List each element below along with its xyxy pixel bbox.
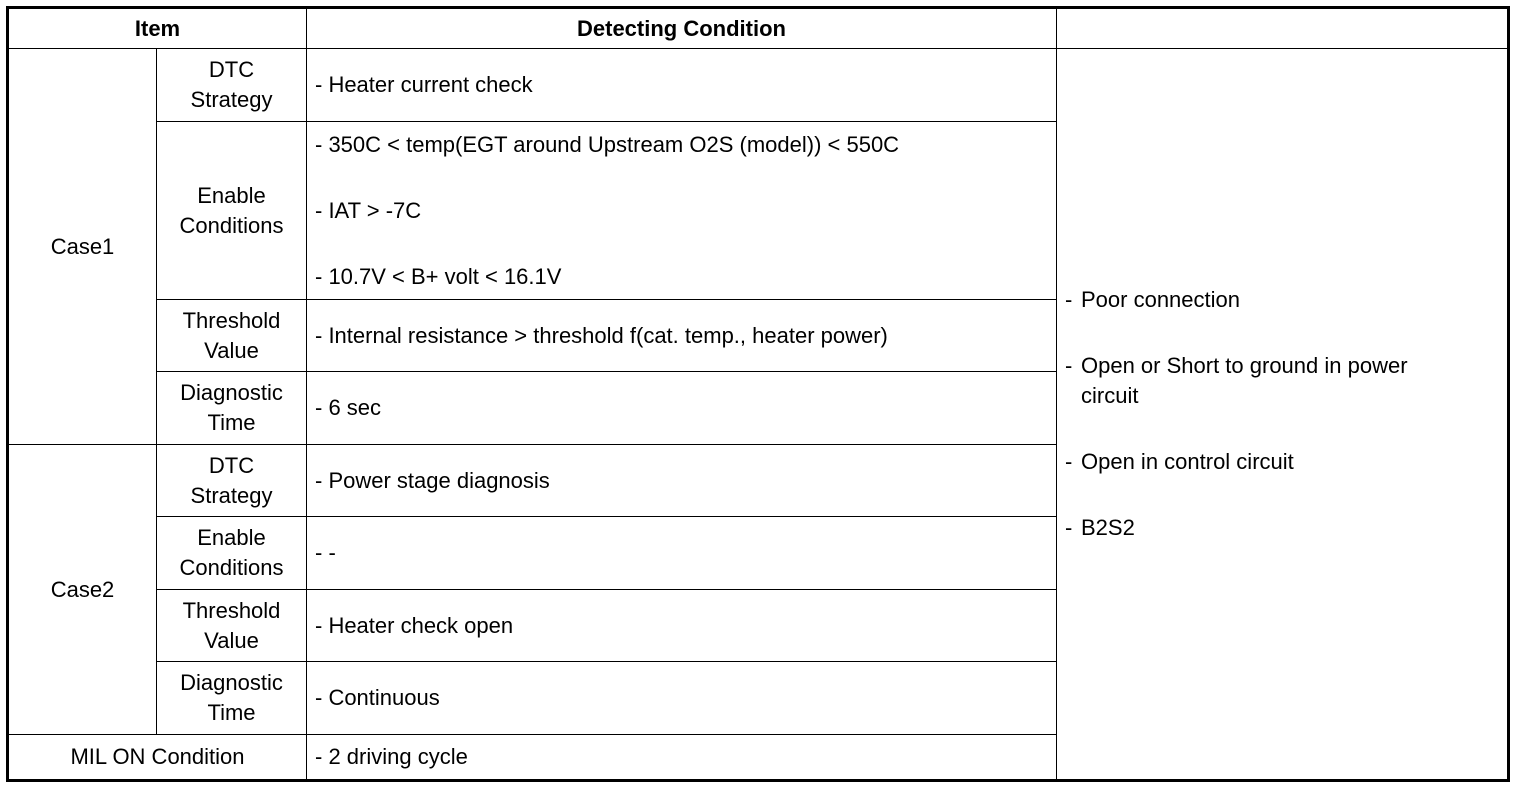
table-row: [8, 49, 1509, 122]
mil-on-condition-value: - 2 driving cycle: [307, 735, 1057, 781]
case1-threshold-label: [157, 300, 307, 372]
label-line: Time: [207, 700, 256, 725]
case1-diagnostic-time-value: - 6 sec: [307, 372, 1057, 445]
condition-line: - 350C < temp(EGT around Upstream O2S (model)) < 550C: [315, 131, 900, 157]
header-item: Item: [8, 8, 307, 49]
cause-text: circuit: [1081, 383, 1139, 408]
condition-line: - IAT > -7C: [315, 197, 422, 223]
case2-dtc-strategy-label: [157, 445, 307, 517]
case1-dtc-strategy-label: [157, 49, 307, 122]
cause-dash: -: [1065, 515, 1073, 540]
label-line: Enable: [197, 182, 266, 208]
cause-item: [1065, 285, 1497, 315]
label-line: Value: [204, 337, 259, 363]
cause-item: [1065, 351, 1497, 411]
label-line: DTC: [208, 57, 255, 82]
case2-dtc-strategy-value: - Power stage diagnosis: [307, 445, 1057, 517]
case1-diagnostic-time-label: [157, 372, 307, 445]
cause-dash: -: [1065, 449, 1073, 474]
case1-enable-conditions-value: [307, 122, 1057, 300]
case2-threshold-value: - Heater check open: [307, 590, 1057, 662]
label-line: Threshold: [182, 307, 281, 333]
possible-causes-cell: [1057, 49, 1509, 781]
label-line: Diagnostic: [180, 670, 283, 695]
case2-enable-conditions-value: - -: [307, 517, 1057, 590]
label-line: Threshold: [182, 597, 281, 623]
case1-enable-conditions-label: [157, 122, 307, 300]
label-line: Enable: [197, 525, 266, 550]
condition-line: - 10.7V < B+ volt < 16.1V: [315, 263, 562, 289]
case2-enable-conditions-label: [157, 517, 307, 590]
cause-text: Open in control circuit: [1081, 449, 1294, 474]
case2-threshold-label: [157, 590, 307, 662]
case1-threshold-value: - Internal resistance > threshold f(cat. temp., heater power): [307, 300, 1057, 372]
case2-diagnostic-time-value: - Continuous: [307, 662, 1057, 735]
case1-dtc-strategy-value: - Heater current check: [307, 49, 1057, 122]
diagnostic-spec-table: [6, 6, 1510, 782]
label-line: Conditions: [179, 212, 284, 238]
label-line: Conditions: [179, 555, 284, 580]
mil-on-condition-label: MIL ON Condition: [8, 735, 307, 781]
header-possible-cause: [1057, 8, 1509, 49]
cause-text: B2S2: [1081, 515, 1135, 540]
header-detecting-condition: Detecting Condition: [307, 8, 1057, 49]
cause-item: [1065, 447, 1497, 477]
label-line: Strategy: [190, 482, 273, 508]
cause-dash: -: [1065, 287, 1073, 312]
label-line: Strategy: [190, 87, 273, 112]
label-line: Time: [207, 410, 256, 435]
header-row: [8, 8, 1509, 49]
case2-diagnostic-time-label: [157, 662, 307, 735]
cause-dash: -: [1065, 353, 1073, 378]
case1-label: Case1: [8, 49, 157, 445]
label-line: DTC: [208, 452, 255, 478]
cause-item: [1065, 513, 1497, 543]
label-line: Value: [204, 627, 259, 653]
case2-label: Case2: [8, 445, 157, 735]
cause-text: Poor connection: [1081, 287, 1240, 312]
label-line: Diagnostic: [180, 380, 283, 405]
cause-text: Open or Short to ground in power: [1081, 353, 1408, 378]
